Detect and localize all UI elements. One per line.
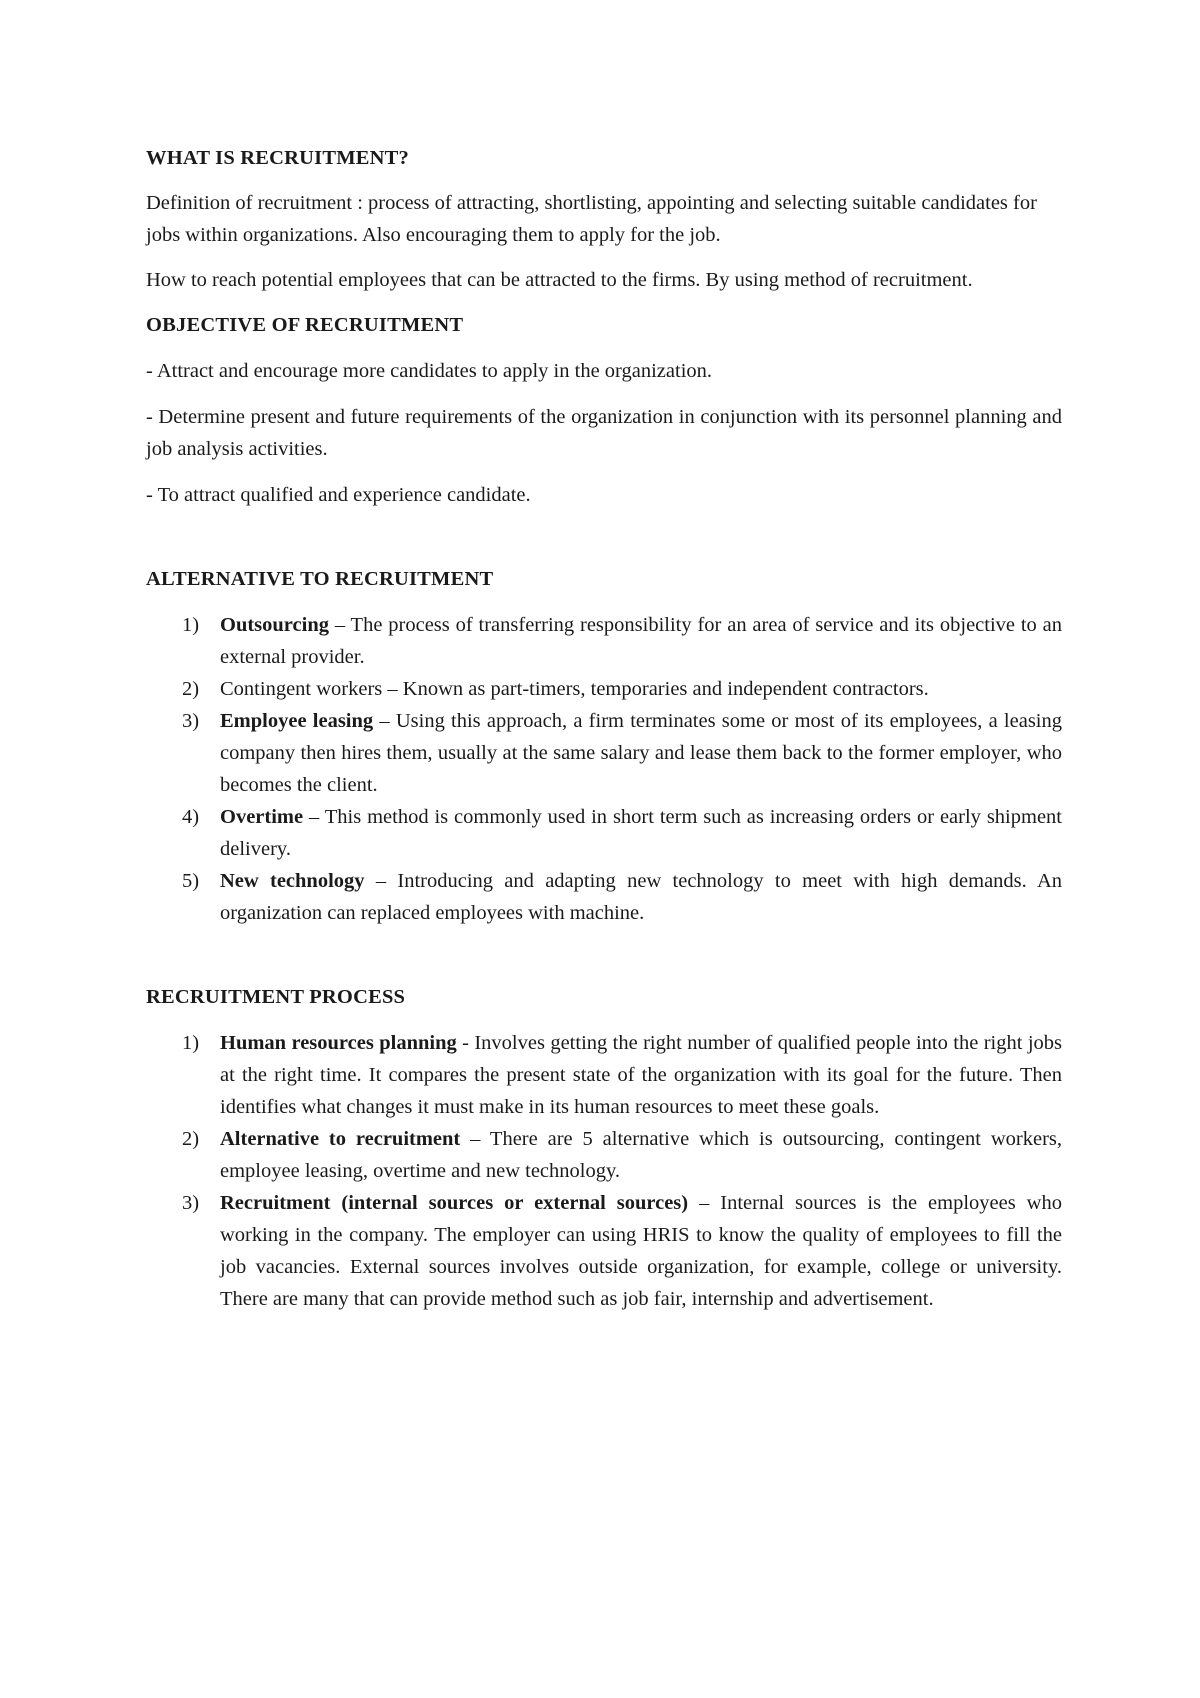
document-page [146, 142, 1062, 1315]
list-item [146, 609, 1062, 673]
list-item [146, 1027, 1062, 1123]
item-text: – Using this approach, a firm terminates some or most of its employees, a leasing company then hires them, usually at the same salary and lease them back to the former employer, who becomes the client. [220, 710, 1062, 796]
item-text: – There are 5 alternative which is outsourcing, contingent workers, employee leasing, overtime and new technology. [220, 1128, 1062, 1182]
item-term: Alternative to recruitment [220, 1128, 461, 1150]
list-number: 2) [182, 1128, 200, 1150]
item-term: New technology [220, 870, 365, 892]
heading-what-is-recruitment: WHAT IS RECRUITMENT? [146, 147, 409, 169]
item-text: – Internal sources is the employees who working in the company. The employer can using HRIS to know the quality of employees to fill the job vacancies. External sources involves outside organization, for example, college or university. There are many that can provide method such as job fair, internship and advertisement. [220, 1192, 1062, 1310]
list-item [146, 1187, 1062, 1315]
list-item [146, 865, 1062, 929]
list-item [146, 705, 1062, 801]
objective-item: - Attract and encourage more candidates to apply in the organization. [146, 360, 713, 382]
list-number: 1) [182, 614, 200, 636]
item-text: – Introducing and adapting new technology to meet with high demands. An organization can replaced employees with machine. [220, 870, 1062, 924]
item-term: Recruitment (internal sources or external sources) [220, 1192, 689, 1214]
item-text: – This method is commonly used in short term such as increasing orders or early shipment delivery. [220, 806, 1062, 860]
heading-process: RECRUITMENT PROCESS [146, 986, 406, 1008]
reach-paragraph: How to reach potential employees that can be attracted to the firms. By using method of recruitment. [146, 269, 973, 291]
list-number: 4) [182, 806, 200, 828]
alternative-list [146, 609, 1062, 929]
objective-item: - To attract qualified and experience candidate. [146, 484, 531, 506]
definition-paragraph: Definition of recruitment : process of attracting, shortlisting, appointing and selecting suitable candidates for jobs within organizations. Also encouraging them to apply for the job. [146, 192, 1037, 246]
list-item [146, 673, 1062, 705]
item-term: Overtime [220, 806, 304, 828]
item-term: Human resources planning [220, 1032, 457, 1054]
item-text: - Involves getting the right number of qualified people into the right jobs at the right time. It compares the present state of the organization with its goal for the future. Then identifies what changes it must make in its human resources to meet these goals. [220, 1032, 1062, 1118]
list-number: 3) [182, 1192, 200, 1214]
objective-item: - Determine present and future requirements of the organization in conjunction with its personnel planning and job analysis activities. [146, 406, 1062, 460]
item-term: Employee leasing [220, 710, 374, 732]
list-number: 2) [182, 678, 200, 700]
list-number: 1) [182, 1032, 200, 1054]
list-number: 3) [182, 710, 200, 732]
item-text: Contingent workers – Known as part-timers, temporaries and independent contractors. [220, 678, 929, 700]
list-number: 5) [182, 870, 200, 892]
item-term: Outsourcing [220, 614, 329, 636]
heading-alternative: ALTERNATIVE TO RECRUITMENT [146, 568, 494, 590]
list-item [146, 1123, 1062, 1187]
list-item [146, 801, 1062, 865]
process-list [146, 1027, 1062, 1315]
item-text: – The process of transferring responsibility for an area of service and its objective to an external provider. [220, 614, 1062, 668]
heading-objective: OBJECTIVE OF RECRUITMENT [146, 314, 464, 336]
